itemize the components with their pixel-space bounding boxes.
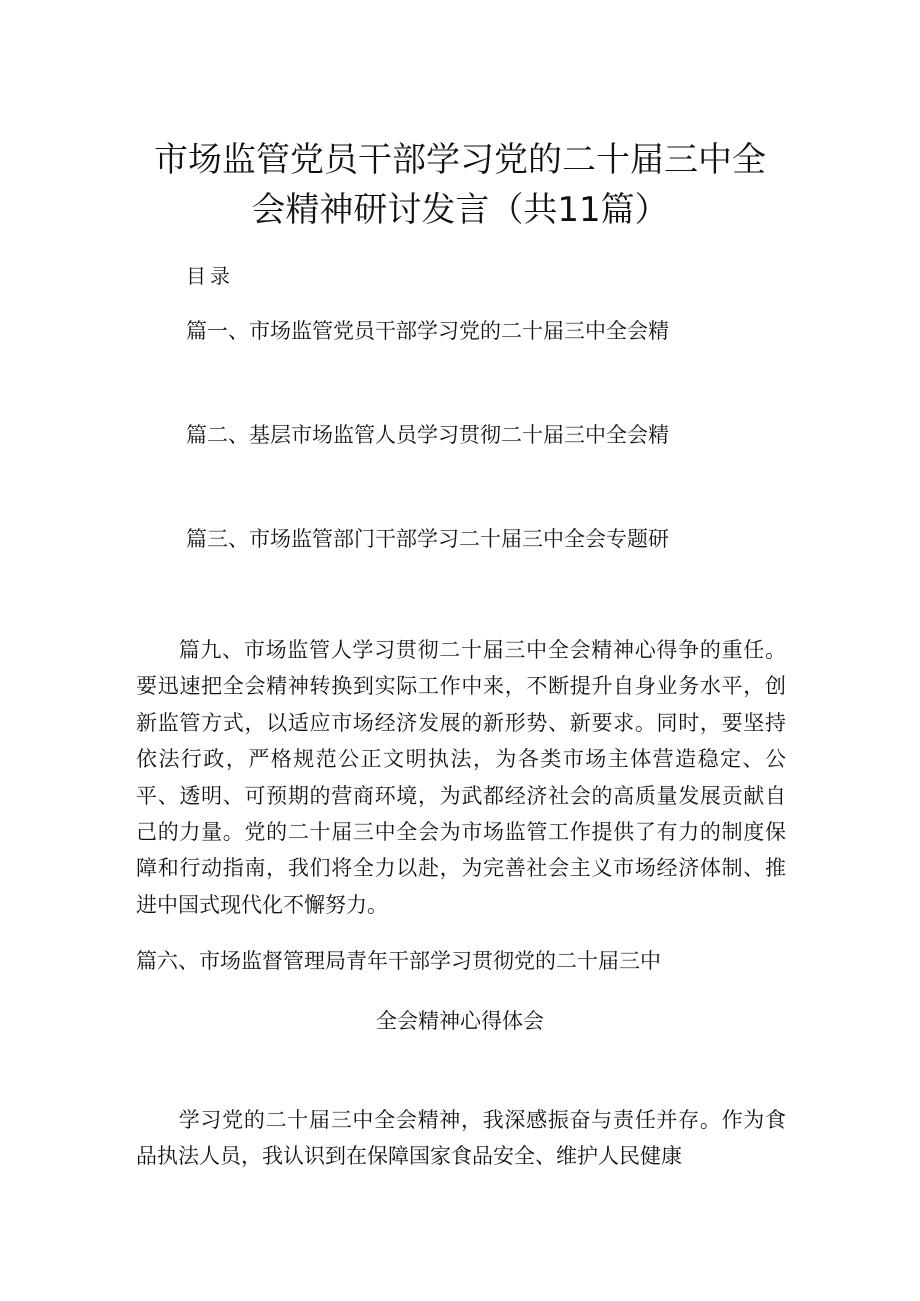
paragraph-body-text: 争的重任。要迅速把全会精神转换到实际工作中来，不断提升自身业务水平，创新监管方式，以适应市场经济发展的新形势、新要求。同时，要坚持依法行政，严格规范公正文明执法，为各类市场主体营造稳定、公平、透明、可预期的营商环境，为武都经济社会的高质量发展贡献自己的力量。党的二十届三中全会为市场监管工作提供了有力的制度保障和行动指南，我们将全力以赴，为完善社会主义市场经济体制、推进中国式现代化不懈努力。: [136, 638, 786, 917]
paragraph-lead-heading: 篇九、市场监管人学习贯彻二十届三中全会精神心得: [178, 638, 679, 662]
document-title-line-2: 会精神研讨发言（共11篇）: [251, 190, 669, 230]
toc-item-1[interactable]: 篇一、市场监管党员干部学习党的二十届三中全会精: [186, 319, 669, 343]
toc-item-3[interactable]: 篇三、市场监管部门干部学习二十届三中全会专题研: [186, 527, 669, 551]
body-paragraph-2: [136, 1102, 786, 1175]
toc-label: 目录: [186, 264, 234, 288]
paragraph-body-text: 学习党的二十届三中全会精神，我深感振奋与责任并存。作为食品执法人员，我认识到在保障国家食品安全、维护人民健康: [136, 1108, 786, 1169]
body-paragraph-1: [136, 632, 786, 923]
document-title-line-1: 市场监管党员干部学习党的二十届三中全: [154, 140, 766, 180]
section-heading: 篇六、市场监督管理局青年干部学习贯彻党的二十届三中: [136, 949, 661, 973]
section-heading-subtitle: 全会精神心得体会: [376, 1009, 544, 1033]
toc-item-2[interactable]: 篇二、基层市场监管人员学习贯彻二十届三中全会精: [186, 423, 669, 447]
